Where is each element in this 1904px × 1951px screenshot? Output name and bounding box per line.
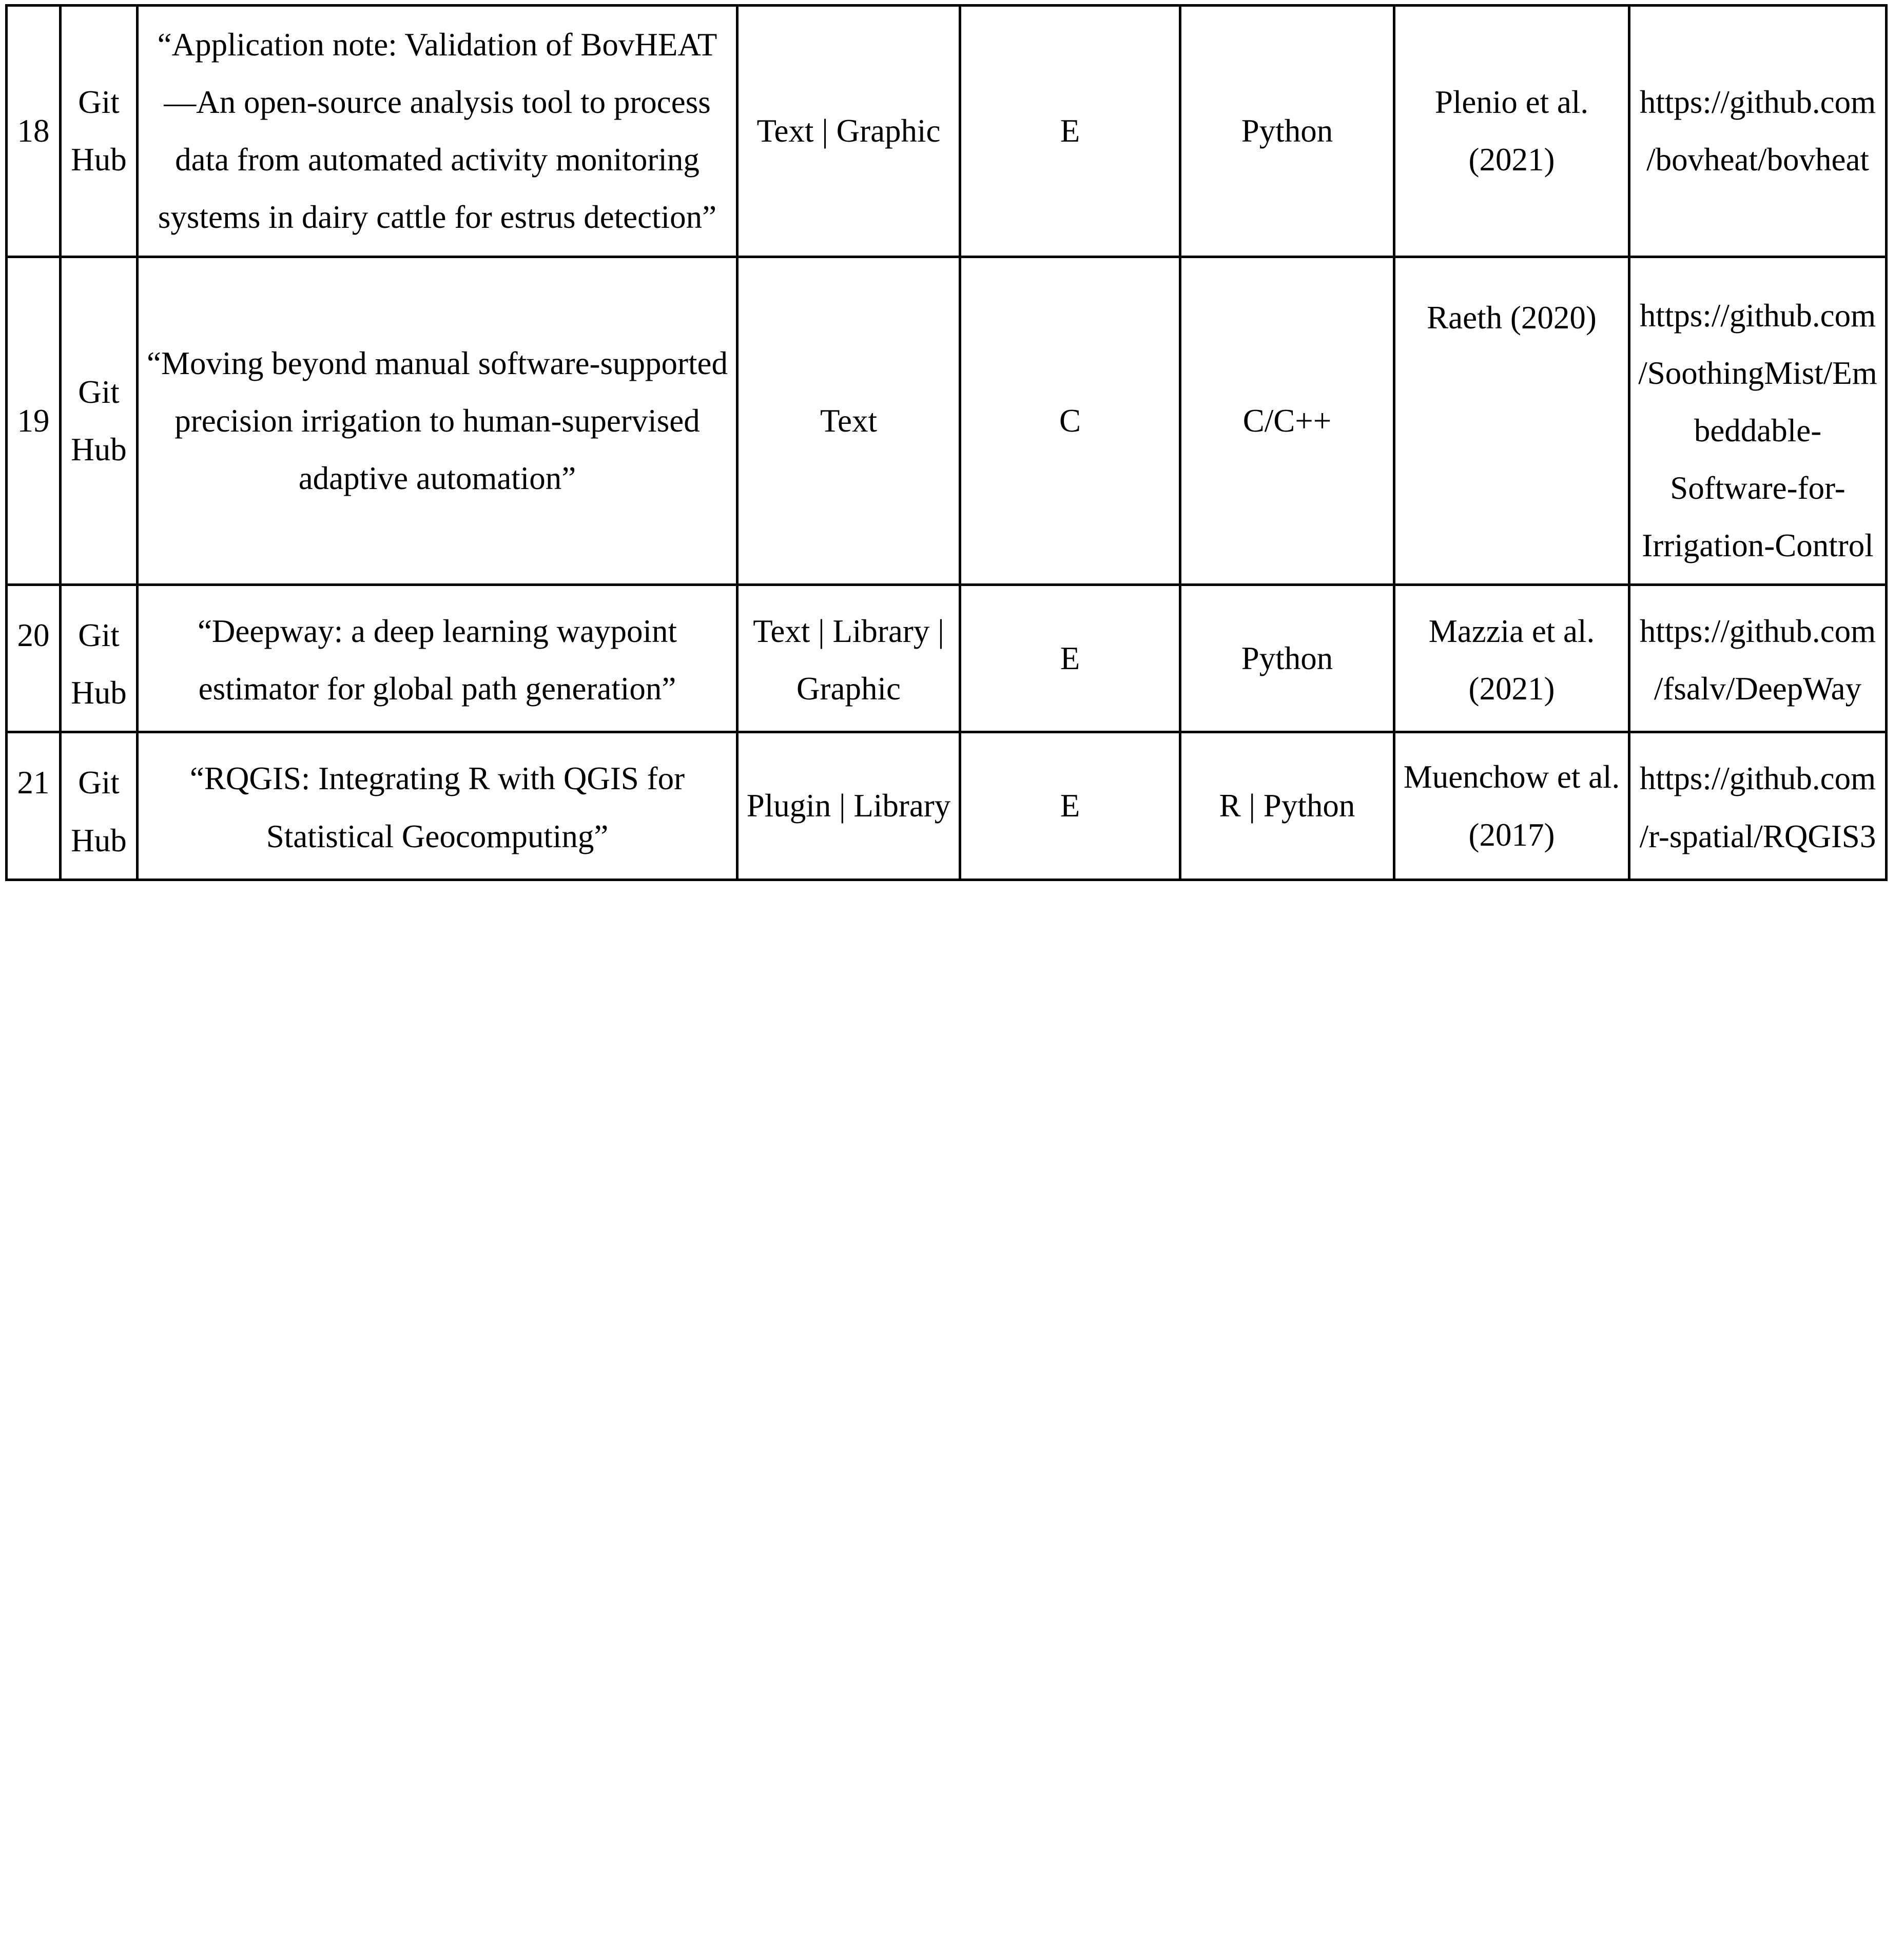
software-resources-table [5, 4, 1888, 881]
cell-level: C [960, 257, 1180, 585]
cell-type: Text | Library | Graphic [737, 585, 960, 732]
cell-source: GitHub [61, 585, 138, 732]
cell-url: https://github.com/SoothingMist/Embeddable-Software-for-Irrigation-Control [1629, 257, 1887, 585]
table-body [7, 6, 1887, 880]
cell-index: 18 [7, 6, 61, 257]
cell-language: R | Python [1180, 732, 1394, 880]
cell-reference: Muenchow et al. (2017) [1394, 732, 1629, 880]
cell-reference: Mazzia et al. (2021) [1394, 585, 1629, 732]
cell-language: Python [1180, 585, 1394, 732]
table-row [7, 585, 1887, 732]
cell-url: https://github.com/r-spatial/RQGIS3 [1629, 732, 1887, 880]
cell-type: Plugin | Library [737, 732, 960, 880]
cell-type: Text [737, 257, 960, 585]
cell-level: E [960, 732, 1180, 880]
cell-url: https://github.com/fsalv/DeepWay [1629, 585, 1887, 732]
cell-level: E [960, 6, 1180, 257]
cell-index: 19 [7, 257, 61, 585]
cell-index: 21 [7, 732, 61, 880]
cell-type: Text | Graphic [737, 6, 960, 257]
table-row [7, 6, 1887, 257]
cell-reference: Plenio et al. (2021) [1394, 6, 1629, 257]
cell-source: GitHub [61, 6, 138, 257]
cell-level: E [960, 585, 1180, 732]
cell-language: C/C++ [1180, 257, 1394, 585]
table-row [7, 732, 1887, 880]
cell-title: “RQGIS: Integrating R with QGIS for Statistical Geocomputing” [138, 732, 737, 880]
cell-source: GitHub [61, 732, 138, 880]
cell-source: GitHub [61, 257, 138, 585]
cell-title: “Application note: Validation of BovHEAT—An open-source analysis tool to process data from automated activity monitoring systems in dairy cattle for estrus detection” [138, 6, 737, 257]
cell-index: 20 [7, 585, 61, 732]
cell-reference: Raeth (2020) [1394, 257, 1629, 585]
cell-url: https://github.com/bovheat/bovheat [1629, 6, 1887, 257]
cell-title: “Moving beyond manual software-supported precision irrigation to human-supervised adaptive automation” [138, 257, 737, 585]
cell-title: “Deepway: a deep learning waypoint estimator for global path generation” [138, 585, 737, 732]
table-container [5, 4, 1885, 881]
cell-language: Python [1180, 6, 1394, 257]
table-row [7, 257, 1887, 585]
